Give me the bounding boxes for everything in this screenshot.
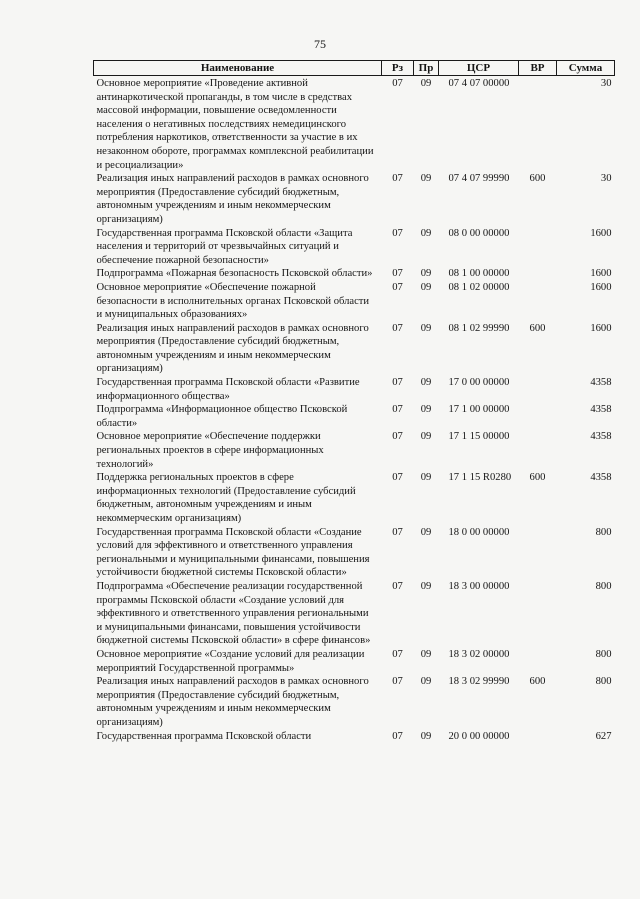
row-rz: 07: [392, 730, 403, 742]
row-name: Основное мероприятие «Обеспечение поддержки региональных проектов в сфере информационных технологий»: [96, 431, 324, 470]
row-sum: 1600: [590, 227, 612, 239]
row-rz: 07: [392, 281, 403, 293]
table-row: [94, 267, 615, 281]
row-rz: 07: [392, 227, 403, 239]
page-number: 75: [314, 37, 326, 51]
row-sum: 800: [595, 676, 612, 688]
row-vr: 600: [529, 173, 546, 185]
table-row: [94, 526, 615, 580]
header-csr: ЦСР: [439, 61, 519, 76]
header-row: [94, 61, 615, 76]
row-rz: 07: [392, 676, 403, 688]
row-rz: 07: [392, 377, 403, 389]
row-rz: 07: [392, 648, 403, 660]
row-vr: [519, 267, 557, 281]
table-row: [94, 730, 615, 744]
budget-table: [93, 60, 615, 743]
row-rz: 07: [392, 404, 403, 416]
row-vr: [519, 281, 557, 322]
row-sum: 800: [595, 526, 612, 538]
row-pr: 09: [420, 227, 432, 239]
row-csr: 08 1 00 00000: [448, 268, 510, 280]
row-pr: 09: [420, 377, 432, 389]
row-sum: 4358: [590, 472, 612, 484]
row-pr: 09: [420, 404, 432, 416]
row-pr: 09: [420, 173, 432, 185]
row-vr: 600: [529, 472, 546, 484]
table-row: [94, 172, 615, 226]
row-name: Подпрограмма «Обеспечение реализации государственной программы Псковской области «Создание условий для эффективного и ответственного управления региональными и муниципальными финансами, повышения устойчивости бюджетной системы Псковской области» в сфере финансов»: [96, 580, 371, 647]
row-csr: 18 3 00 00000: [448, 580, 510, 592]
row-csr: 17 1 15 00000: [448, 431, 510, 443]
row-pr: 09: [420, 322, 432, 334]
header-name: Наименование: [94, 61, 382, 76]
row-csr: 17 1 15 R0280: [448, 472, 512, 484]
row-vr: [519, 403, 557, 430]
row-csr: 17 1 00 00000: [448, 404, 510, 416]
row-csr: 18 3 02 00000: [448, 648, 510, 660]
row-vr: [519, 526, 557, 580]
row-sum: 800: [595, 648, 612, 660]
table-row: [94, 281, 615, 322]
table-row: [94, 227, 615, 268]
row-sum: 30: [600, 78, 612, 89]
row-sum: 1600: [590, 281, 612, 293]
row-vr: [519, 76, 557, 173]
row-pr: 09: [420, 431, 432, 443]
row-sum: 4358: [590, 377, 612, 389]
row-csr: 07 4 07 00000: [448, 78, 510, 89]
row-csr: 07 4 07 99990: [448, 173, 510, 185]
table-row: [94, 376, 615, 403]
row-csr: 17 0 00 00000: [448, 377, 510, 389]
row-vr: [519, 227, 557, 268]
row-rz: 07: [392, 173, 403, 185]
row-name: Поддержка региональных проектов в сфере информационных технологий (Предоставление субсидий бюджетным, автономным учреждениям и иным некоммерческим организациям): [96, 472, 356, 524]
row-name: Подпрограмма «Информационное общество Псковской области»: [96, 404, 348, 429]
row-name: Основное мероприятие «Создание условий для реализации мероприятий Государственной программы»: [96, 648, 365, 674]
row-rz: 07: [392, 472, 403, 484]
header-pr: Пр: [414, 61, 439, 76]
row-vr: [519, 648, 557, 675]
row-name: Реализация иных направлений расходов в рамках основного мероприятия (Предоставление субсидий бюджетным, автономным учреждениям и иным некоммерческим организациям): [96, 322, 369, 375]
row-vr: [519, 580, 557, 648]
row-rz: 07: [392, 78, 403, 89]
row-pr: 09: [420, 730, 432, 742]
row-csr: 08 1 02 00000: [448, 281, 510, 293]
row-pr: 09: [420, 78, 432, 89]
row-sum: 1600: [590, 322, 612, 334]
table-row: [94, 430, 615, 471]
row-pr: 09: [420, 268, 432, 280]
table-header: [94, 61, 615, 76]
row-rz: 07: [392, 268, 403, 280]
row-sum: 4358: [590, 404, 612, 416]
row-sum: 4358: [590, 431, 612, 443]
row-name: Государственная программа Псковской области «Создание условий для эффективного и ответственного управления региональными и муниципальными финансами, повышения устойчивости бюджетной системы Псковской области»: [96, 526, 370, 579]
row-csr: 08 0 00 00000: [448, 227, 510, 239]
row-sum: 627: [595, 730, 612, 742]
table-row: [94, 471, 615, 525]
row-name: Государственная программа Псковской области «Защита населения и территорий от чрезвычайных ситуаций и обеспечение пожарной безопасности»: [96, 227, 353, 266]
row-name: Основное мероприятие «Обеспечение пожарной безопасности в исполнительных органах Псковской области и муниципальных образованиях»: [96, 281, 370, 321]
table-row: [94, 322, 615, 376]
table-row: [94, 580, 615, 648]
row-name: Государственная программа Псковской области: [96, 730, 312, 742]
row-vr: [519, 430, 557, 471]
row-name: Основное мероприятие «Проведение активной антинаркотической пропаганды, в том числе в средствах массовой информации, повышение осведомленности населения о негативных последствиях немедицинского потребления наркотиков, ответственности за участие в их незаконном обороте, программах комплексной реабилитации и ресоциализации»: [96, 78, 374, 171]
header-vr: ВР: [519, 61, 557, 76]
row-name: Государственная программа Псковской области «Развитие информационного общества»: [96, 377, 360, 402]
row-pr: 09: [420, 472, 432, 484]
header-rz: Рз: [382, 61, 414, 76]
row-vr: 600: [529, 676, 546, 688]
row-vr: 600: [529, 322, 546, 334]
row-rz: 07: [392, 431, 403, 443]
row-csr: 18 0 00 00000: [448, 526, 510, 538]
row-rz: 07: [392, 526, 403, 538]
row-csr: 08 1 02 99990: [448, 322, 510, 334]
row-name: Реализация иных направлений расходов в рамках основного мероприятия (Предоставление субсидий бюджетным, автономным учреждениям и иным некоммерческим организациям): [96, 676, 369, 728]
row-sum: 1600: [590, 268, 612, 280]
table-row: [94, 403, 615, 430]
row-rz: 07: [392, 580, 403, 592]
row-sum: 800: [595, 580, 612, 592]
row-vr: [519, 730, 557, 744]
table-row: [94, 648, 615, 675]
table-row: [94, 675, 615, 729]
row-rz: 07: [392, 322, 403, 334]
row-csr: 18 3 02 99990: [448, 676, 510, 688]
table-row: [94, 76, 615, 173]
row-pr: 09: [420, 648, 432, 660]
row-vr: [519, 376, 557, 403]
row-sum: 30: [600, 173, 612, 185]
row-csr: 20 0 00 00000: [448, 730, 510, 742]
row-pr: 09: [420, 281, 432, 293]
row-pr: 09: [420, 580, 432, 592]
row-name: Подпрограмма «Пожарная безопасность Псковской области»: [96, 268, 373, 280]
row-name: Реализация иных направлений расходов в рамках основного мероприятия (Предоставление субсидий бюджетным, автономным учреждениям и иным некоммерческим организациям): [96, 173, 369, 225]
row-pr: 09: [420, 526, 432, 538]
table-body: [94, 76, 615, 744]
row-pr: 09: [420, 676, 432, 688]
header-sum: Сумма: [557, 61, 615, 76]
